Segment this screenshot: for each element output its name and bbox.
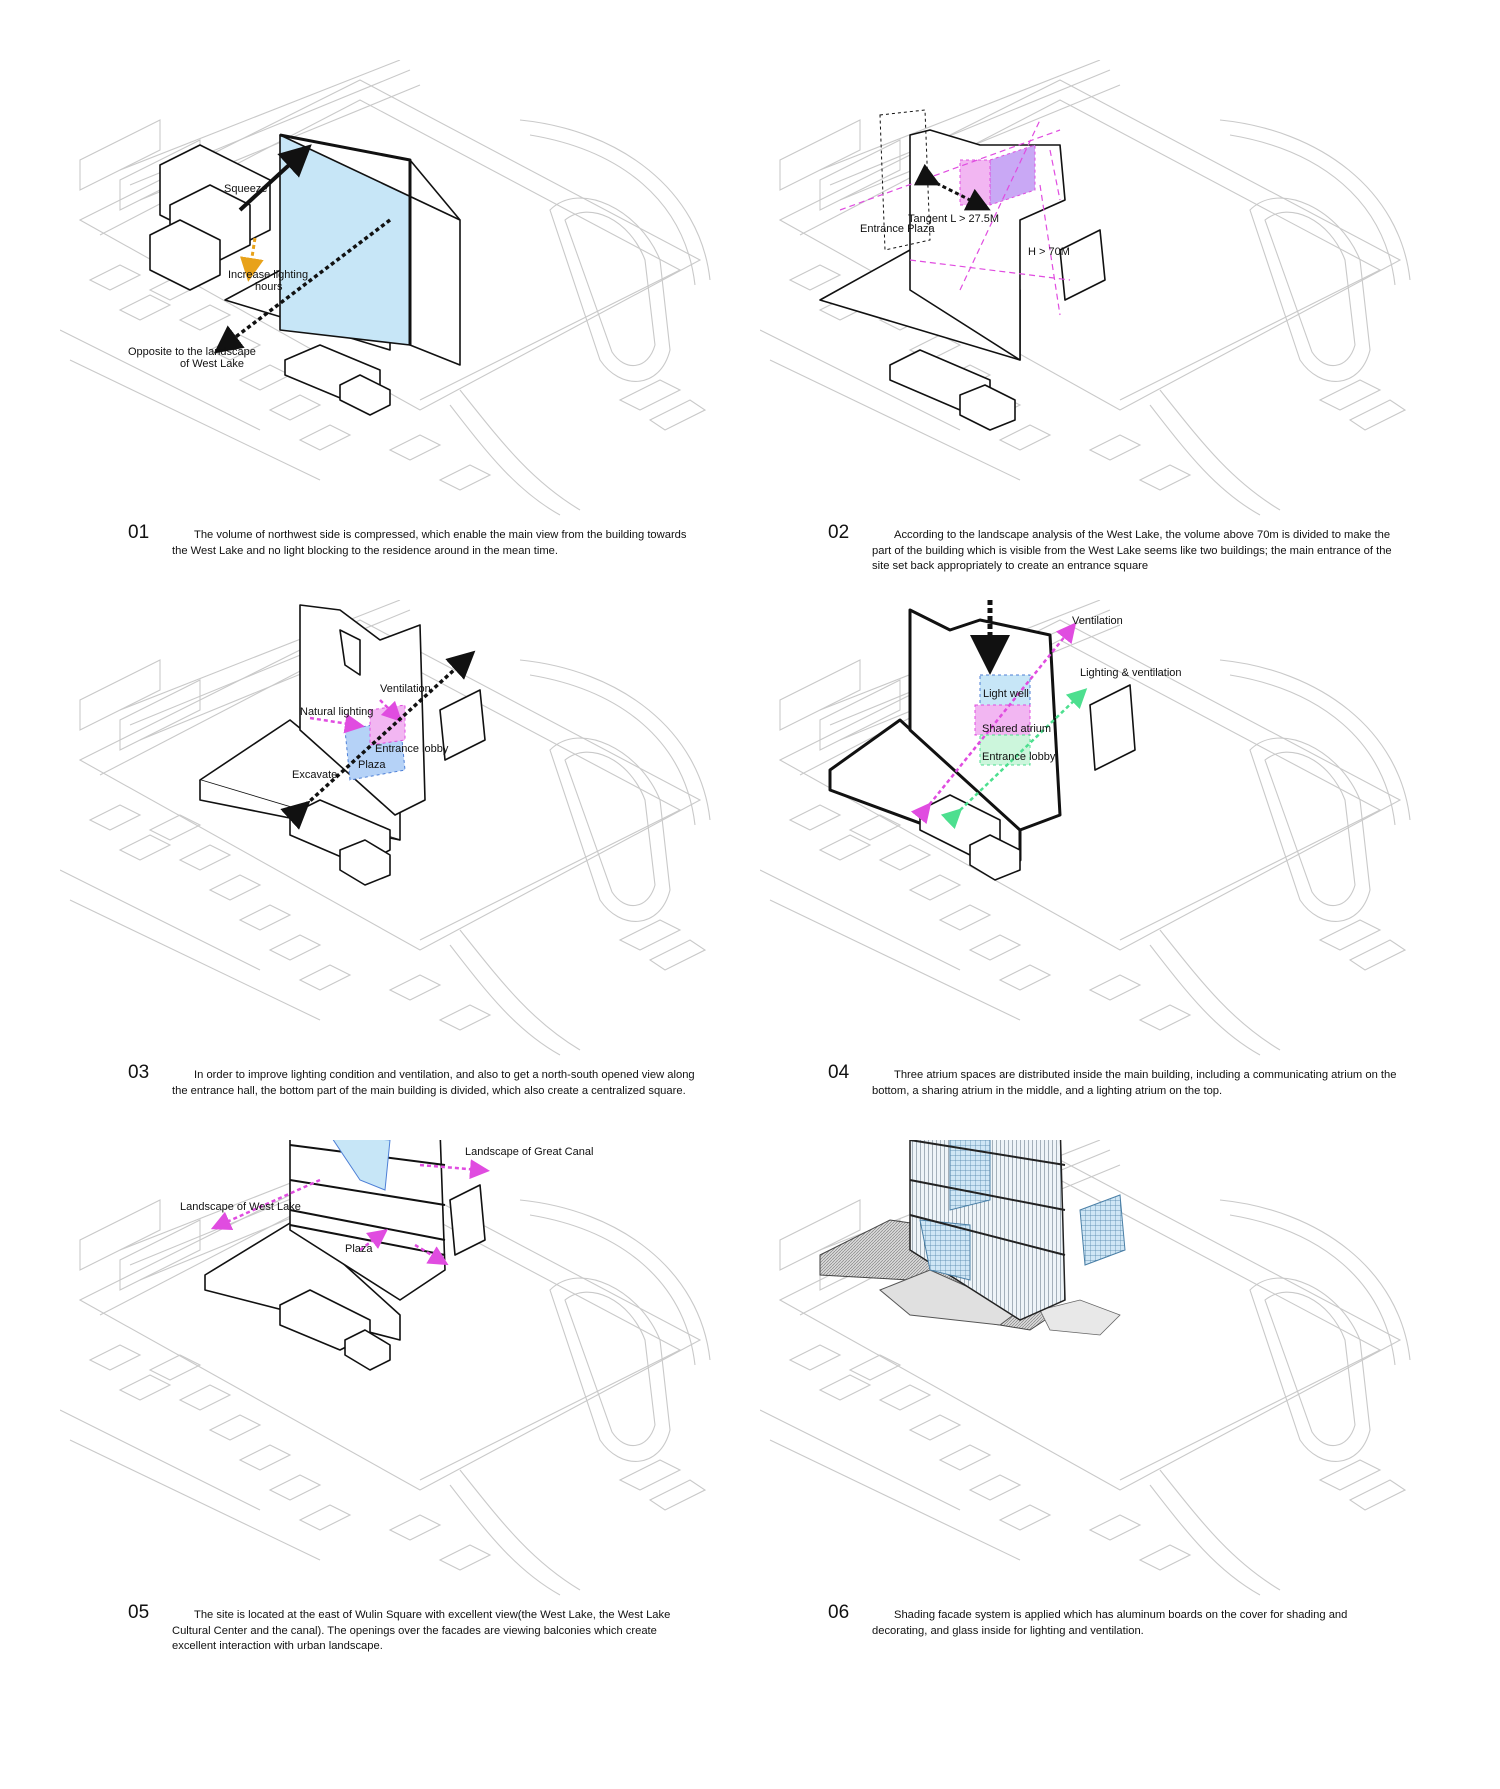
- diagram-05: [60, 1140, 720, 1600]
- label-plaza: Plaza: [345, 1243, 373, 1255]
- label-ventilation: Ventilation: [380, 683, 431, 695]
- panel-number: 01: [128, 522, 150, 543]
- label-tangent: Tangent L > 27.5M: [908, 213, 1000, 225]
- label-shared-atrium: Shared atrium: [982, 723, 1052, 735]
- panel-05: [60, 1140, 720, 1680]
- label-ventilation: Ventilation: [1072, 615, 1123, 627]
- diagram-03: [60, 600, 720, 1060]
- label-entrance-plaza: Entrance Plaza: [860, 223, 935, 235]
- label-opposite-1: Opposite to the landscape: [128, 346, 256, 358]
- diagram-02: [760, 60, 1420, 520]
- label-entrance-lobby: Entrance lobby: [982, 751, 1056, 763]
- diagram-04: [760, 600, 1420, 1060]
- panel-03: [60, 600, 720, 1140]
- label-light-well: Light well: [983, 688, 1029, 700]
- panel-number: 04: [828, 1062, 850, 1083]
- panel-06: [760, 1140, 1420, 1680]
- label-great-canal: Landscape of Great Canal: [465, 1146, 594, 1158]
- panel-description: The volume of northwest side is compressed, which enable the main view from the building towards the West Lake and no light blocking to the residence around in the mean time.: [172, 529, 687, 557]
- label-plaza: Plaza: [358, 759, 386, 771]
- panel-04: [760, 600, 1420, 1140]
- panel-01: [60, 60, 720, 600]
- label-west-lake: Landscape of West Lake: [180, 1201, 301, 1213]
- panel-description: According to the landscape analysis of the West Lake, the volume above 70m is divided to make the part of the building which is visible from the West Lake seems like two buildings; the main entrance of the site set back appropriately to create an entrance square: [872, 529, 1392, 572]
- label-excavate: Excavate: [292, 769, 338, 781]
- label-natural-lighting: Natural lighting: [300, 706, 374, 718]
- label-lighting-1: Increase lighting: [228, 269, 309, 281]
- panel-02: [760, 60, 1420, 600]
- panel-description: Shading facade system is applied which has aluminum boards on the cover for shading and decorating, and glass inside for lighting and ventilation.: [872, 1609, 1348, 1637]
- panel-description: The site is located at the east of Wulin Square with excellent view(the West Lake, the West Lake Cultural Center and the canal). The openings over the facades are viewing balconies which create excellent interaction with urban landscape.: [172, 1609, 671, 1652]
- panel-number: 02: [828, 522, 850, 543]
- panel-number: 06: [828, 1602, 850, 1623]
- label-opposite-2: of West Lake: [180, 358, 244, 370]
- diagram-01: [60, 60, 720, 520]
- label-lighting-2: hours: [255, 281, 283, 293]
- label-lighting-ventilation: Lighting & ventilation: [1080, 667, 1182, 679]
- label-entrance-lobby: Entrance lobby: [375, 743, 449, 755]
- label-height: H > 70M: [1028, 246, 1070, 258]
- panel-number: 05: [128, 1602, 150, 1623]
- diagram-06: [760, 1140, 1420, 1600]
- panel-number: 03: [128, 1062, 150, 1083]
- label-squeeze: Squeeze: [224, 183, 268, 195]
- panel-description: In order to improve lighting condition and ventilation, and also to get a north-south opened view along the entrance hall, the bottom part of the main building is divided, which also create a centralized square.: [172, 1069, 695, 1097]
- panel-description: Three atrium spaces are distributed inside the main building, including a communicating atrium on the bottom, a sharing atrium in the middle, and a lighting atrium on the top.: [872, 1069, 1397, 1097]
